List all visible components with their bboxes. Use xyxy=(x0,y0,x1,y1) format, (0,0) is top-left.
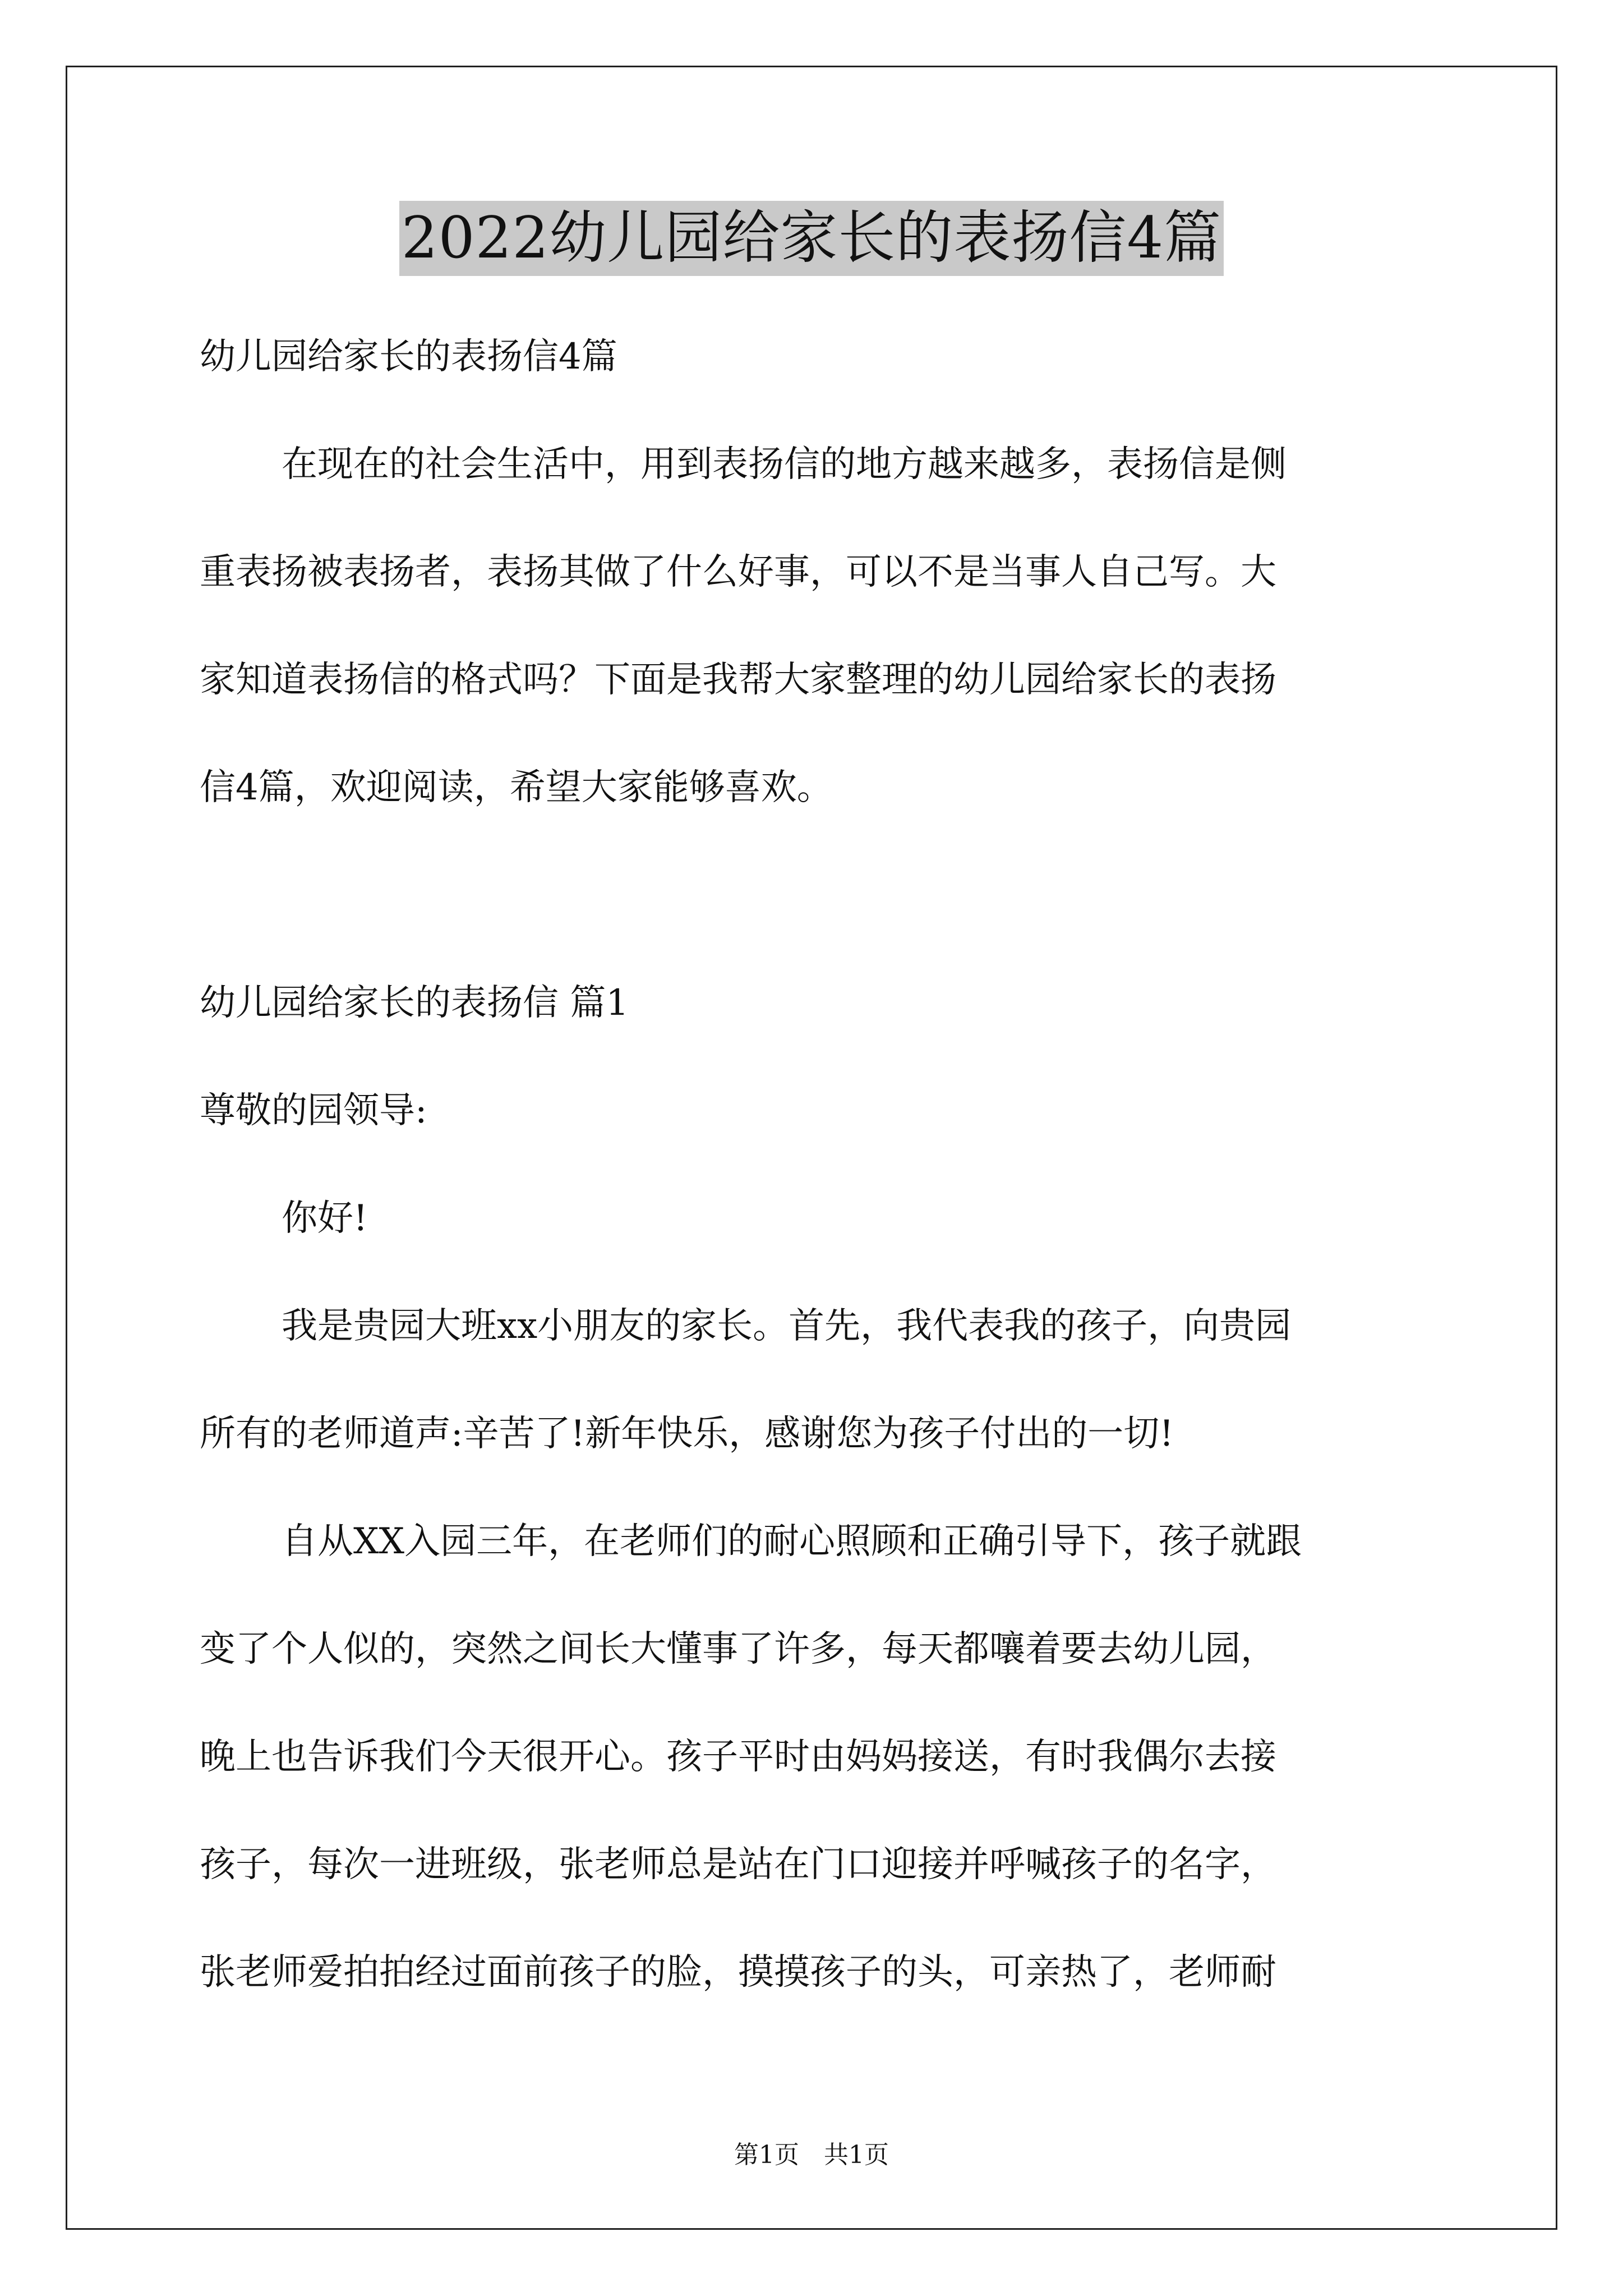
text-line: 在现在的社会生活中，用到表扬信的地方越来越多，表扬信是侧 xyxy=(282,444,1287,485)
document-title: 2022幼儿园给家长的表扬信4篇 xyxy=(399,201,1224,276)
text-line: 晚上也告诉我们今天很开心。孩子平时由妈妈接送，有时我偶尔去接 xyxy=(200,1736,1276,1778)
text-line: 你好! xyxy=(282,1198,368,1239)
text-line: 家知道表扬信的格式吗？下面是我帮大家整理的幼儿园给家长的表扬 xyxy=(200,659,1276,701)
text-line: 幼儿园给家长的表扬信 篇1 xyxy=(200,982,629,1024)
paragraph-gap xyxy=(200,841,1428,949)
text-line: 孩子，每次一进班级，张老师总是站在门口迎接并呼喊孩子的名字， xyxy=(200,1844,1276,1885)
text-line: 尊敬的园领导: xyxy=(200,1090,427,1131)
page-footer: 第1页 共1页 xyxy=(734,2141,889,2169)
document-body xyxy=(200,303,1428,2026)
text-line: 信4篇，欢迎阅读，希望大家能够喜欢。 xyxy=(200,767,833,808)
text-line: 自从XX入园三年，在老师们的耐心照顾和正确引导下，孩子就跟 xyxy=(282,1521,1302,1562)
title-container xyxy=(0,201,1623,276)
text-line: 我是贵园大班xx小朋友的家长。首先，我代表我的孩子，向贵园 xyxy=(282,1305,1292,1347)
text-line: 幼儿园给家长的表扬信4篇 xyxy=(200,336,617,378)
text-line: 张老师爱拍拍经过面前孩子的脸，摸摸孩子的头，可亲热了，老师耐 xyxy=(200,1952,1276,1993)
text-line: 变了个人似的，突然之间长大懂事了许多，每天都嚷着要去幼儿园， xyxy=(200,1628,1276,1670)
text-line: 所有的老师道声:辛苦了!新年快乐，感谢您为孩子付出的一切! xyxy=(200,1413,1174,1455)
text-line: 重表扬被表扬者，表扬其做了什么好事，可以不是当事人自己写。大 xyxy=(200,551,1276,593)
